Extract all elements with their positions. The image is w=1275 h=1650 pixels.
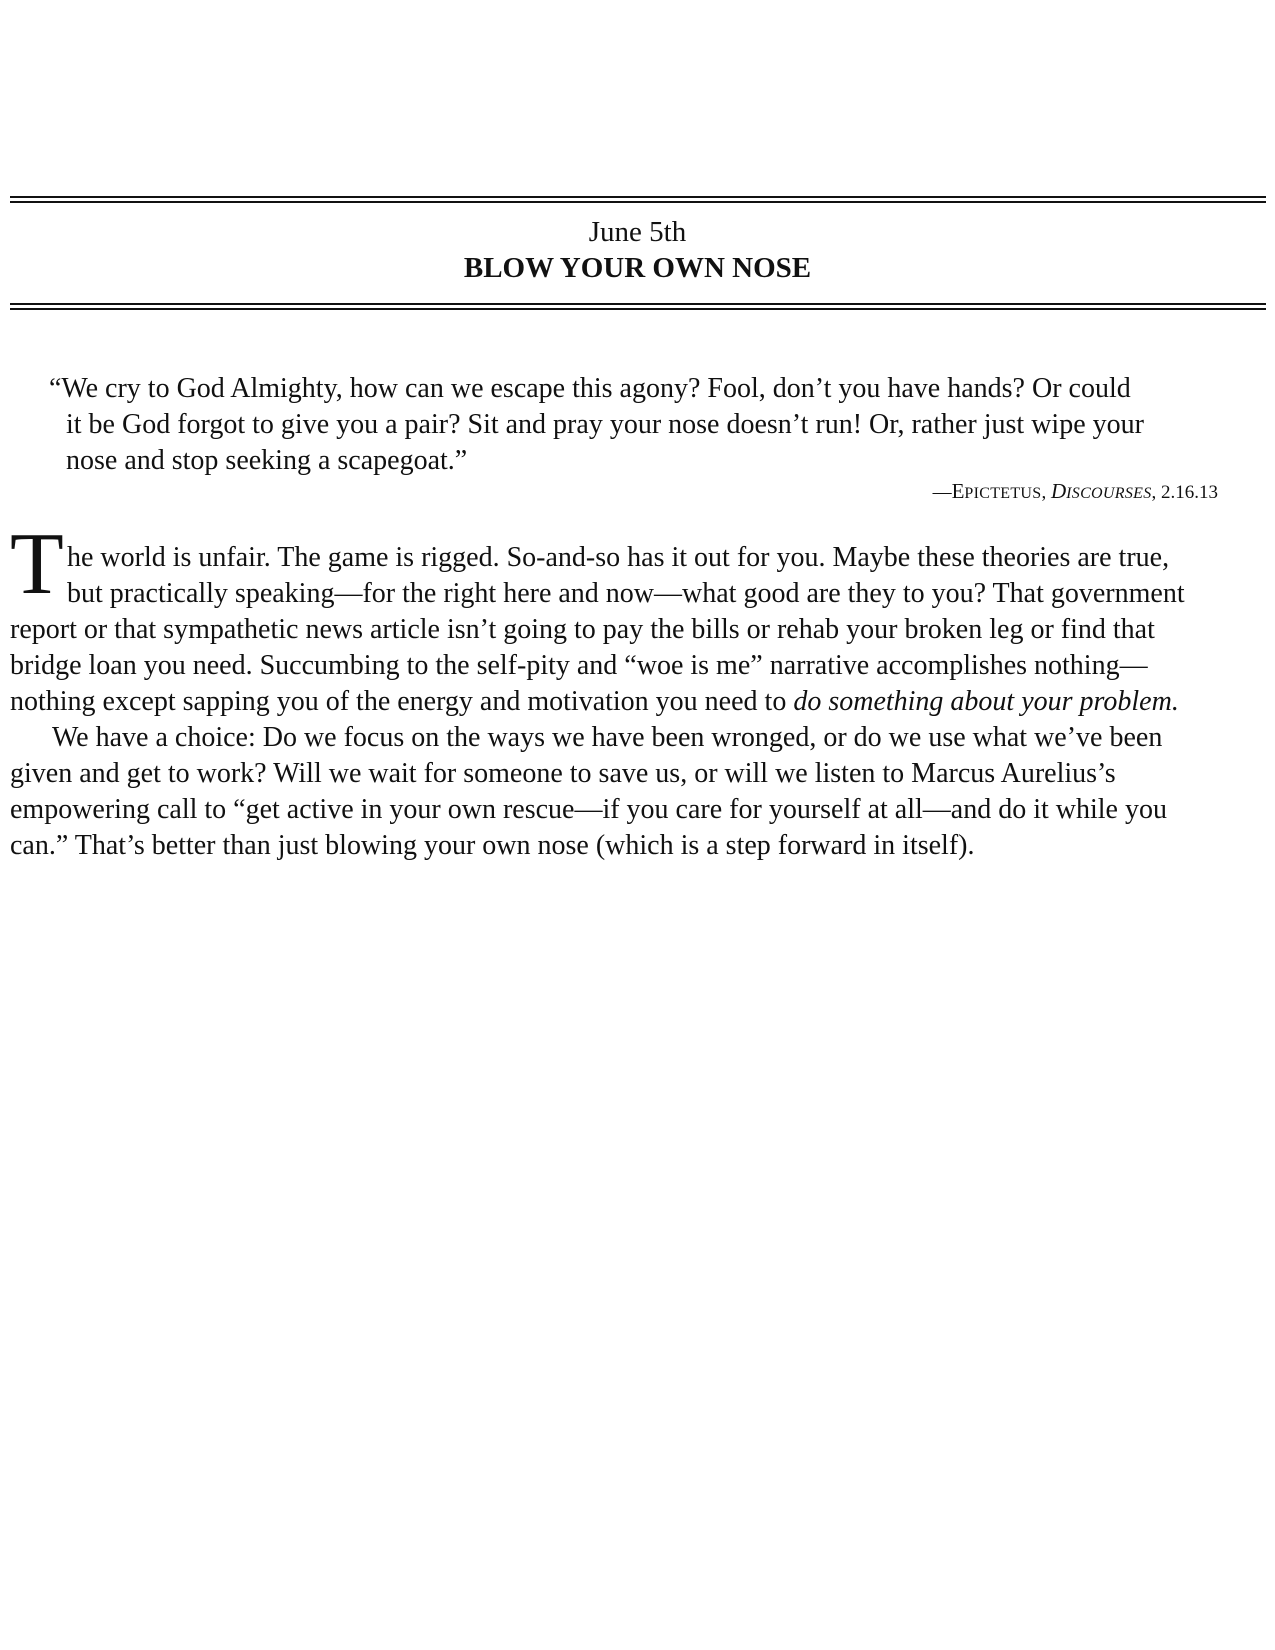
body-line: but practically speaking—for the right here and now—what good are they to you? That government [67, 578, 1185, 609]
attribution-dash: — [932, 482, 952, 503]
header-bottom-rule [10, 303, 1266, 310]
epigraph-quote [49, 371, 1229, 479]
body-line: he world is unfair. The game is rigged. So-and-so has it out for you. Maybe these theories are true, [67, 542, 1170, 573]
author-initial: E [951, 479, 965, 503]
body-line [10, 684, 1260, 720]
work-initial: D [1050, 479, 1067, 503]
emphasized-phrase: do something about your problem. [793, 686, 1179, 717]
epigraph-attribution [933, 479, 1218, 506]
epigraph-line: it be God forgot to give you a pair? Sit and pray your nose doesn’t run! Or, rather just wipe your [66, 409, 1144, 440]
entry-date: June 5th [588, 216, 687, 248]
entry-title: BLOW YOUR OWN NOSE [463, 252, 812, 284]
body-line: can.” That’s better than just blowing your own nose (which is a step forward in itself). [10, 830, 975, 861]
work-title-rest: ISCOURSES [1066, 485, 1152, 502]
body-line: We have a choice: Do we focus on the ways we have been wronged, or do we use what we’ve been [52, 722, 1163, 753]
drop-cap: T [10, 516, 64, 613]
author-name-rest: PICTETUS [964, 485, 1042, 502]
header-top-rule [10, 196, 1266, 203]
body-line-text: nothing except sapping you of the energy and motivation you need to [10, 686, 794, 717]
epigraph-line: “We cry to God Almighty, how can we escape this agony? Fool, don’t you have hands? Or could [49, 373, 1131, 404]
body-line: report or that sympathetic news article isn’t going to pay the bills or rehab your broken leg or find that [10, 614, 1155, 645]
epigraph-line: nose and stop seeking a scapegoat.” [66, 445, 468, 476]
body-line: given and get to work? Will we wait for someone to save us, or will we listen to Marcus Aurelius’s [10, 758, 1116, 789]
attribution-separator: , [1041, 482, 1051, 503]
body-text [10, 540, 1260, 864]
body-line: bridge loan you need. Succumbing to the self-pity and “woe is me” narrative accomplishes nothing— [10, 650, 1148, 681]
body-line: empowering call to “get active in your own rescue—if you care for yourself at all—and do it while you [10, 794, 1167, 825]
attribution-reference: , 2.16.13 [1151, 482, 1218, 503]
